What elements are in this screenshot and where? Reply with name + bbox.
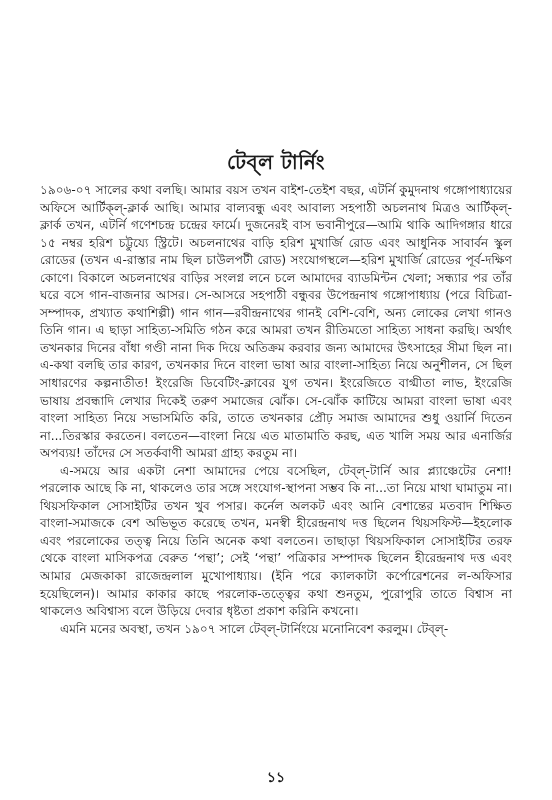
paragraph-3: এমনি মনের অবস্থা, তখন ১৯০৭ সালে টেব্‌ল্‌-টার্নিংয়ে মনোনিবেশ করলুম। টেব্‌ল্‌- (60, 621, 449, 636)
chapter-title: টেব্‌ল টার্নিং (227, 150, 325, 174)
chapter-body (40, 182, 512, 638)
paragraph-2: এ-সময়ে আর একটা নেশা আমাদের পেয়ে বসেছিল, টেব্‌ল্‌-টার্নি আর প্ল্যাঞ্চেটের নেশা! পরলোক আছে কি না, থাকলেও তার সঙ্গে সংযোগ-স্থাপনা সম্ভব কি না...তা নিয়ে মাথা ঘামাতুম না। থিয়সফিকাল সোসাইটির তখন খুব পসার। কর্নেল অলকট এবং আনি বেশান্তের মতবাদ শিক্ষিত বাংলা-সমাজকে বেশ অভিভূত করেছে তখন, মনস্বী হীরেন্দ্রনাথ দত্ত ছিলেন থিয়সফিস্ট—ইহলোক এবং পরলোকের তত্ত্ব নিয়ে তিনি অনেক কথা বলতেন। তাছাড়া থিয়সফিকাল সোসাইটির তরফ থেকে বাংলা মাসিকপত্র বেরুত ‘পন্থা’; সেই ‘পন্থা’ পত্রিকার সম্পাদক ছিলেন হীরেন্দ্রনাথ দত্ত এবং আমার মেজকাকা রাজেন্দ্রলাল মুখোপাধ্যায়। (ইনি পরে ক্যালকাটা কর্পোরেশনের ল-অফিসার হয়েছিলেন)। আমার কাকার কাছে পরলোক-তত্ত্বের কথা শুনতুম, পুরোপুরি তাতে বিশ্বাস না থাকলেও অবিশ্বাস্য বলে উড়িয়ে দেবার ধৃষ্টতা প্রকাশ করিনি কখনো। (40, 463, 512, 619)
page-number: ১১ (266, 770, 286, 786)
paragraph-1: ১৯০৬-০৭ সালের কথা বলছি। আমার বয়স তখন বাইশ-তেইশ বছর, এটর্নি কুমুদনাথ গঙ্গোপাধ্যায়ের অফিসে আর্টিক্‌ল্‌-ক্লার্ক আছি। আমার বাল্যবন্ধু এবং আবাল্য সহপাঠী অচলনাথ মিত্রও আর্টিক্‌ল্‌-ক্লার্ক তখন, এটর্নি গণেশচন্দ্র চন্দ্রের ফার্মে। দুজনেরই বাস ভবানীপুরে—আমি থাকি আদিগঙ্গার ধারে ১৫ নম্বর হরিশ চট্টুয্যে স্ট্রিটে। অচলনাথের বাড়ি হরিশ মুখার্জি রোড এবং আধুনিক সাবার্বন স্কুল রোডের (তখন এ-রাস্তার নাম ছিল চাউলপটী রোড) সংযোগস্থলে—হরিশ মুখার্জি রোডের পূর্ব-দক্ষিণ কোণে। বিকালে অচলনাথের বাড়ির সংলগ্ন লনে চলে আমাদের ব্যাডমিন্টন খেলা; সন্ধ্যার পর তাঁর ঘরে বসে গান-বাজনার আসর। সে-আসরে সহপাঠী বন্ধুবর উপেন্দ্রনাথ গঙ্গোপাধ্যায় (পরে বিচিত্রা-সম্পাদক, প্রখ্যাত কথাশিল্পী) গান গান—রবীন্দ্রনাথের গানই বেশি-বেশি, অন্য লোকের লেখা গানও তিনি গান। এ ছাড়া সাহিত্য-সমিতি গঠন করে আমরা তখন রীতিমতো সাহিত্য সাধনা করছি। অর্থাৎ তখনকার দিনের বাঁধা গণ্ডী নানা দিক দিয়ে অতিক্রম করবার জন্য আমাদের উৎসাহের সীমা ছিল না। এ-কথা বলছি তার কারণ, তখনকার দিনে বাংলা ভাষা আর বাংলা-সাহিত্য নিয়ে অনুশীলন, সে ছিল সাধারণের কল্পনাতীত! ইংরেজি ডিবেটিং-ক্লাবের যুগ তখন। ইংরেজিতে বাগ্মীতা লাভ, ইংরেজি ভাষায় প্রবন্ধাদি লেখার দিকেই তরুণ সমাজের ঝোঁক। সে-ঝোঁক কাটিয়ে আমরা বাংলা ভাষা এবং বাংলা সাহিত্য নিয়ে সভাসমিতি করি, তাতে তখনকার প্রৌঢ় সমাজ আমাদের শুধু ওয়ার্নি দিতেন না...তিরস্কার করতেন। বলতেন—বাংলা নিয়ে এত মাতামাতি করছ, এত খালি সময় আর এনার্জির অপব্যয়! তাঁদের সে সতর্কবাণী আমরা গ্রাহ্য করতুম না। (40, 183, 512, 461)
